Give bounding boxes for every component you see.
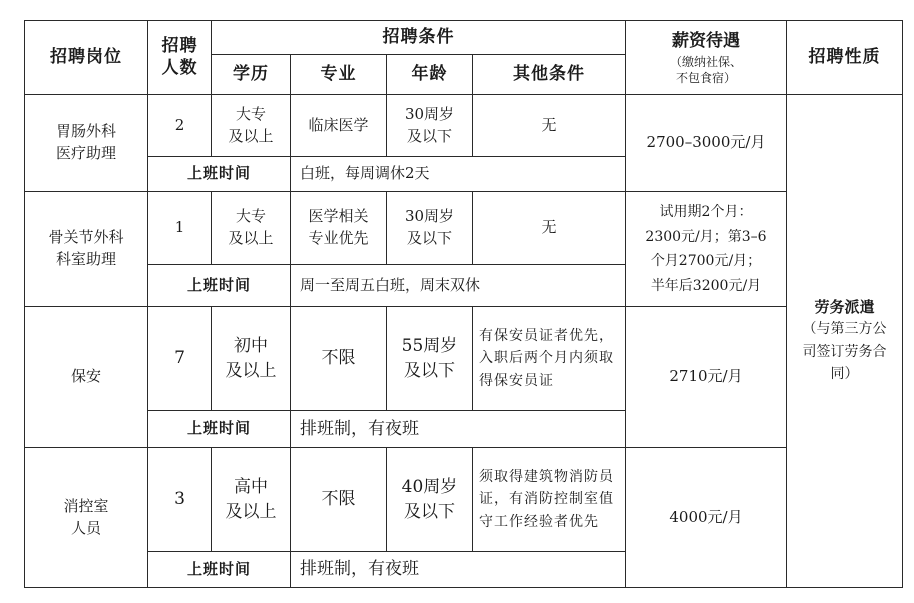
header-salary-title: 薪资待遇	[672, 30, 740, 51]
work-time-value: 白班，每周调休2天	[291, 157, 626, 192]
work-time-label: 上班时间	[148, 411, 291, 448]
nature-title: 劳务派遣	[814, 297, 875, 316]
education-cell: 高中 及以上	[212, 448, 291, 552]
salary-cell: 2710元/月	[626, 307, 787, 448]
position-cell: 消控室 人员	[25, 448, 148, 588]
header-nature: 招聘性质	[787, 21, 903, 95]
headcount-cell: 2	[148, 95, 212, 157]
major-cell: 医学相关 专业优先	[291, 192, 387, 265]
position-cell: 胃肠外科 医疗助理	[25, 95, 148, 192]
other-cell: 有保安员证者优先，入职后两个月内须取得保安员证	[473, 307, 626, 411]
header-education: 学历	[212, 55, 291, 95]
header-age: 年龄	[387, 55, 473, 95]
headcount-cell: 7	[148, 307, 212, 411]
work-time-value: 排班制，有夜班	[291, 411, 626, 448]
work-time-value: 排班制，有夜班	[291, 552, 626, 588]
position-cell: 保安	[25, 307, 148, 448]
other-cell: 无	[473, 192, 626, 265]
major-cell: 不限	[291, 307, 387, 411]
headcount-cell: 3	[148, 448, 212, 552]
header-salary-note: （缴纳社保、 不包食宿）	[669, 54, 742, 85]
table-row	[25, 448, 903, 552]
recruitment-table	[24, 20, 903, 588]
major-cell: 不限	[291, 448, 387, 552]
age-cell: 55周岁 及以下	[387, 307, 473, 411]
table-row	[25, 95, 903, 157]
header-position: 招聘岗位	[25, 21, 148, 95]
header-major: 专业	[291, 55, 387, 95]
header-conditions: 招聘条件	[212, 21, 626, 55]
age-cell: 30周岁 及以下	[387, 192, 473, 265]
major-cell: 临床医学	[291, 95, 387, 157]
work-time-label: 上班时间	[148, 157, 291, 192]
table-row	[25, 307, 903, 411]
work-time-value: 周一至周五白班，周末双休	[291, 265, 626, 307]
other-cell: 须取得建筑物消防员证，有消防控制室值守工作经验者优先	[473, 448, 626, 552]
salary-cell: 试用期2个月： 2300元/月；第3–6 个月2700元/月； 半年后3200元/月	[626, 192, 787, 307]
work-time-label: 上班时间	[148, 265, 291, 307]
work-time-label: 上班时间	[148, 552, 291, 588]
age-cell: 40周岁 及以下	[387, 448, 473, 552]
header-row-1	[25, 21, 903, 55]
headcount-cell: 1	[148, 192, 212, 265]
education-cell: 大专 及以上	[212, 95, 291, 157]
nature-cell	[787, 95, 903, 588]
education-cell: 初中 及以上	[212, 307, 291, 411]
other-cell: 无	[473, 95, 626, 157]
position-cell: 骨关节外科 科室助理	[25, 192, 148, 307]
education-cell: 大专 及以上	[212, 192, 291, 265]
table-row	[25, 192, 903, 265]
header-salary	[626, 21, 787, 95]
salary-cell: 4000元/月	[626, 448, 787, 588]
age-cell: 30周岁 及以下	[387, 95, 473, 157]
nature-note: （与第三方公司签订劳务合同）	[802, 321, 887, 383]
header-headcount: 招聘 人数	[148, 21, 212, 95]
header-other: 其他条件	[473, 55, 626, 95]
salary-cell: 2700–3000元/月	[626, 95, 787, 192]
